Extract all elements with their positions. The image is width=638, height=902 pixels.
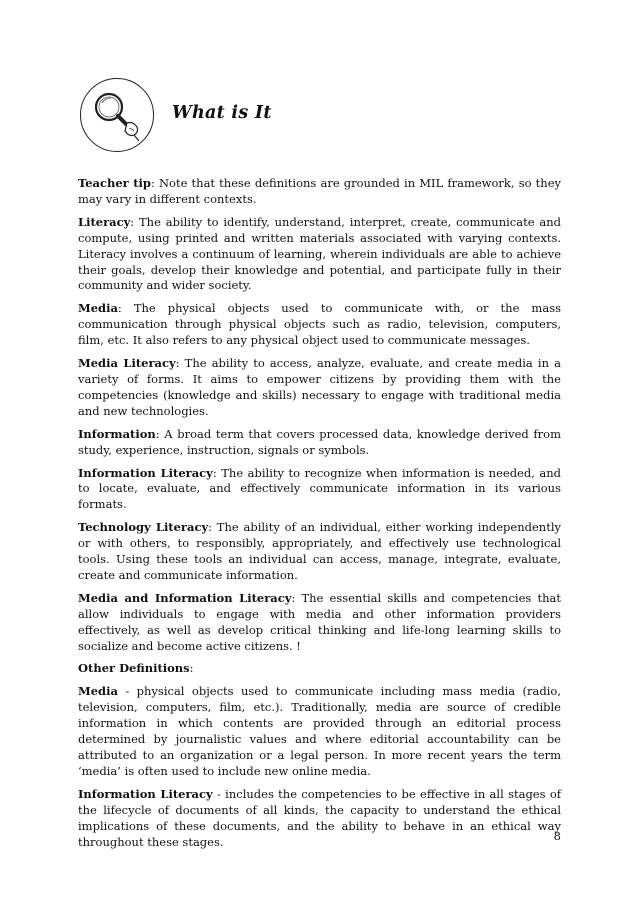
paragraph-technology-literacy: Technology Literacy: The ability of an individual, either working independently or with others, to responsibly, appropriately, and effectively use technological tools. Using these tools an individual can access, manage, integrate, evaluate, create and communicate information. xyxy=(78,520,561,582)
term: Information Literacy xyxy=(78,786,213,801)
term: Information Literacy xyxy=(78,465,213,480)
term: Media Literacy xyxy=(78,356,176,371)
term: Technology Literacy xyxy=(78,520,209,535)
paragraph-mil: Media and Information Literacy: The essential skills and competencies that allow individuals to engage with media and other information providers effectively, as well as develop critical thinking and life-long learning skills to socialize and become active citizens. ! xyxy=(78,590,561,653)
paragraph-information-literacy: Information Literacy: The ability to recognize when information is needed, and to locate, evaluate, and effectively communicate information in its various formats. xyxy=(78,465,561,512)
paragraph-other-definitions: Other Definitions: xyxy=(78,661,194,676)
paragraph-other-information-literacy xyxy=(78,787,561,851)
definition: A broad term that covers processed data, knowledge derived from study, experience, instruction, signals or symbols. xyxy=(78,426,561,457)
page-number: 8 xyxy=(553,829,561,843)
paragraph-other-media xyxy=(78,684,561,779)
definition: - physical objects used to communicate including mass media (radio, television, computers, film, etc.). Traditionally, media are source of credible information in which contents are provided through an editorial process determined by journalistic values and where editorial accountability can be attributed to an organization or a legal person. In more recent years the term ‘media’ is often used to include new online media. xyxy=(78,684,561,778)
definition: - includes the competencies to be effective in all stages of the lifecycle of documents of all kinds, the capacity to understand the ethical implications of these documents, and the ability to behave in an ethical way throughout these stages. xyxy=(78,786,561,849)
definition: The physical objects used to communicate with, or the mass communication through physical objects such as radio, television, computers, film, etc. It also refers to any physical object used to communicate messages. xyxy=(78,301,561,348)
paragraph-media-literacy: Media Literacy: The ability to access, analyze, evaluate, and create media in a variety of forms. It aims to empower citizens by providing them with the competencies (knowledge and skills) necessary to engage with traditional media and new technologies. xyxy=(78,356,561,418)
definition: Note that these definitions are grounded in MIL framework, so they may vary in different contexts. xyxy=(78,176,561,206)
term: Literacy xyxy=(78,214,131,229)
term: Teacher tip xyxy=(78,176,151,190)
paragraph-teacher-tip: Teacher tip: Note that these definitions are grounded in MIL framework, so they may vary in different contexts. xyxy=(78,176,561,206)
definition: The essential skills and competencies that allow individuals to engage with media and other information providers effectively, as well as develop critical thinking and life-long learning skills to socialize and become active citizens. ! xyxy=(78,590,561,653)
paragraph-literacy: Literacy: The ability to identify, understand, interpret, create, communicate and compute, using printed and written materials associated with varying contexts. Literacy involves a continuum of learning, wherein individuals are able to achieve their goals, develop their knowledge and potential, and participate fully in their community and wider society. xyxy=(78,214,561,293)
section-header xyxy=(78,78,560,158)
definition: The ability to access, analyze, evaluate, and create media in a variety of forms. It aims to empower citizens by providing them with the competencies (knowledge and skills) necessary to engage with traditional media and new technologies. xyxy=(78,356,561,418)
paragraph-information: Information: A broad term that covers processed data, knowledge derived from study, experience, instruction, signals or symbols. xyxy=(78,426,561,457)
page-title: What is It xyxy=(172,103,272,123)
term: Information xyxy=(78,426,156,441)
magnifying-glass-icon xyxy=(80,78,154,152)
definition: The ability to recognize when information is needed, and to locate, evaluate, and effectively communicate information in its various formats. xyxy=(78,465,561,512)
definition: The ability to identify, understand, interpret, create, communicate and compute, using printed and written materials associated with varying contexts. Literacy involves a continuum of learning, wherein individuals are able to achieve their goals, develop their knowledge and potential, and participate fully in their community and wider society. xyxy=(78,214,561,293)
term: Media xyxy=(78,301,118,316)
paragraph-media: Media: The physical objects used to communicate with, or the mass communication through physical objects such as radio, television, computers, film, etc. It also refers to any physical object used to communicate messages. xyxy=(78,301,561,348)
term: Media and Information Literacy xyxy=(78,590,292,605)
definitions-body xyxy=(78,176,561,857)
term: Media xyxy=(78,684,118,699)
term: Other Definitions xyxy=(78,661,190,676)
definition: The ability of an individual, either working independently or with others, to responsibly, appropriately, and effectively use technological tools. Using these tools an individual can access, manage, integrate, evaluate, create and communicate information. xyxy=(78,520,561,582)
